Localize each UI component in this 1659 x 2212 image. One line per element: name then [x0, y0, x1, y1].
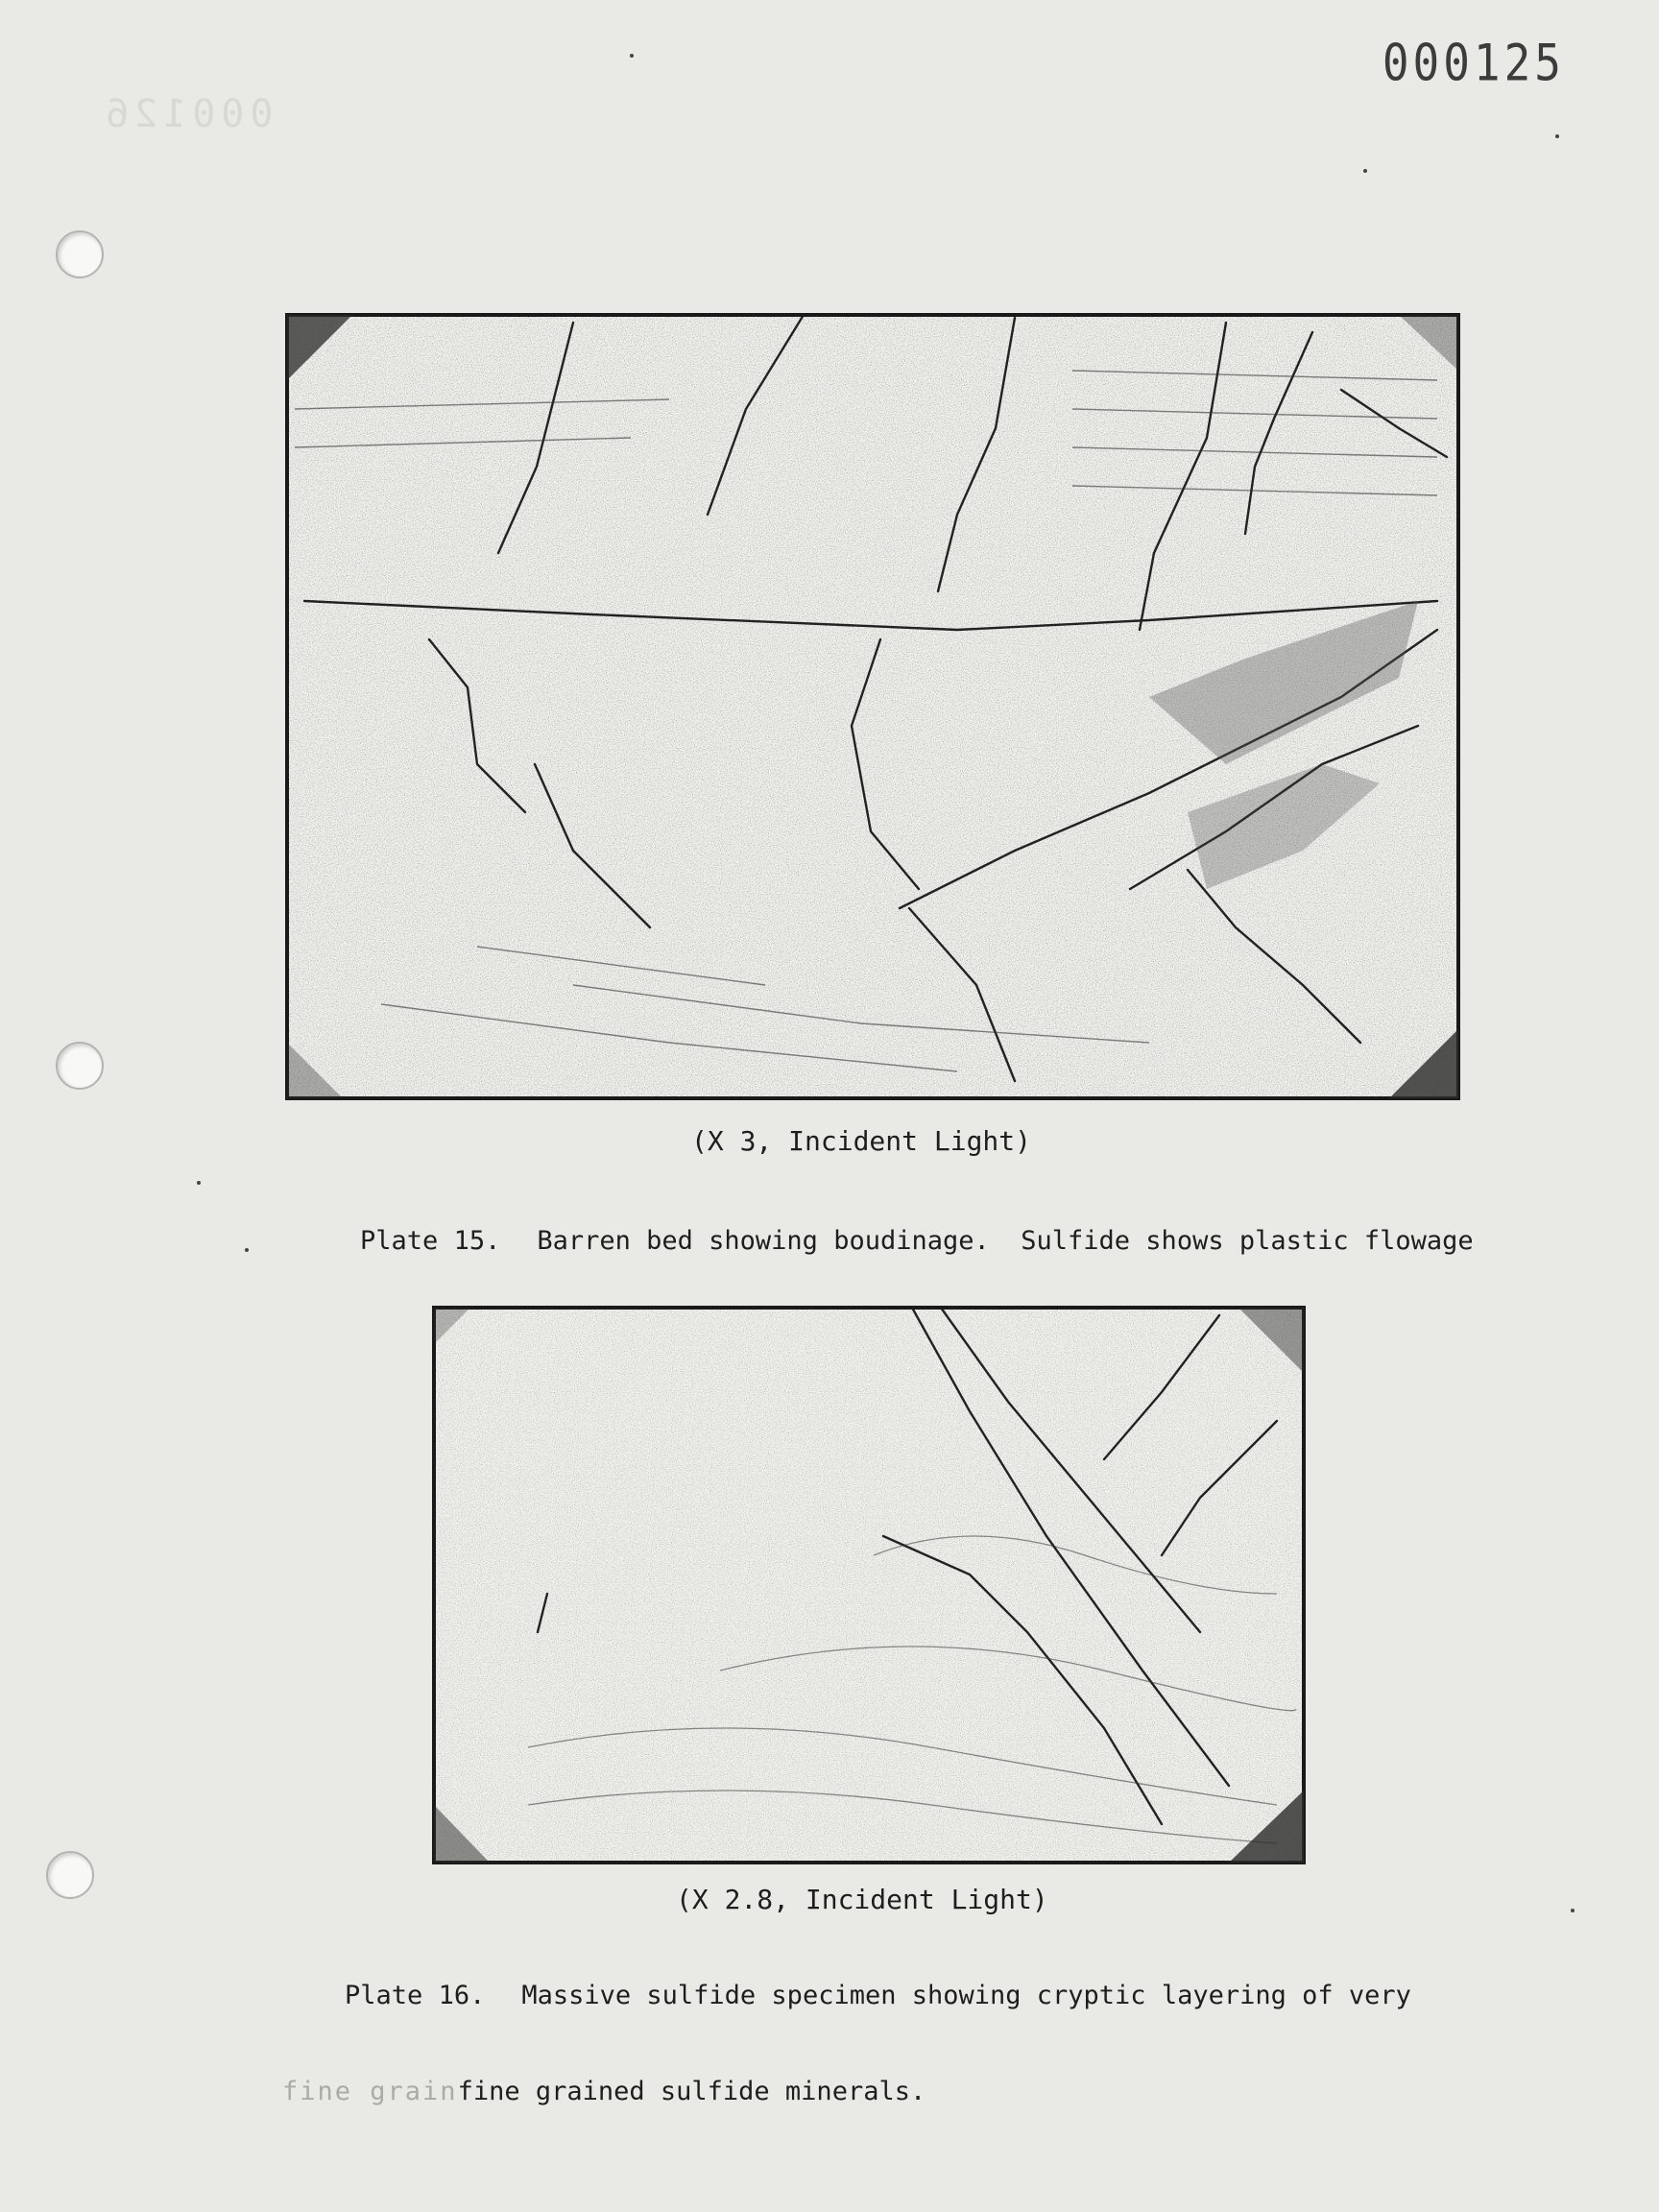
speck [1363, 169, 1367, 173]
plate-15-label: Plate 15. [360, 1226, 501, 1256]
punch-hole-bottom [46, 1851, 94, 1899]
plate-16-caption [282, 1924, 1411, 2212]
plate-15-magnification: (X 3, Incident Light) [691, 1125, 1032, 1157]
page-number-stamp: 000125 [1382, 32, 1565, 93]
plate-16-caption-line-1: Massive sulfide specimen showing cryptic layering of very [521, 1981, 1411, 2010]
plate-15-photo [285, 313, 1460, 1100]
plate-16-image [432, 1306, 1306, 1864]
punch-hole-middle [56, 1042, 104, 1090]
bleed-through-stamp: 000126 [100, 92, 274, 136]
plate-15-caption-line-1: Barren bed showing boudinage. Sulfide shows plastic flowage [537, 1226, 1474, 1256]
speck [245, 1248, 249, 1252]
plate-16-magnification: (X 2.8, Incident Light) [676, 1884, 1048, 1915]
plate-16-photo [432, 1306, 1306, 1864]
speck [630, 54, 634, 58]
speck [197, 1181, 201, 1185]
speck [1555, 134, 1559, 138]
plate-16-struck-text: fine grain [282, 2077, 458, 2106]
punch-hole-top [56, 230, 104, 278]
plate-15-image [285, 313, 1460, 1100]
plate-16-label: Plate 16. [345, 1981, 486, 2010]
plate-16-caption-line-2: fine grained sulfide minerals. [457, 2077, 926, 2106]
speck [1571, 1909, 1575, 1912]
